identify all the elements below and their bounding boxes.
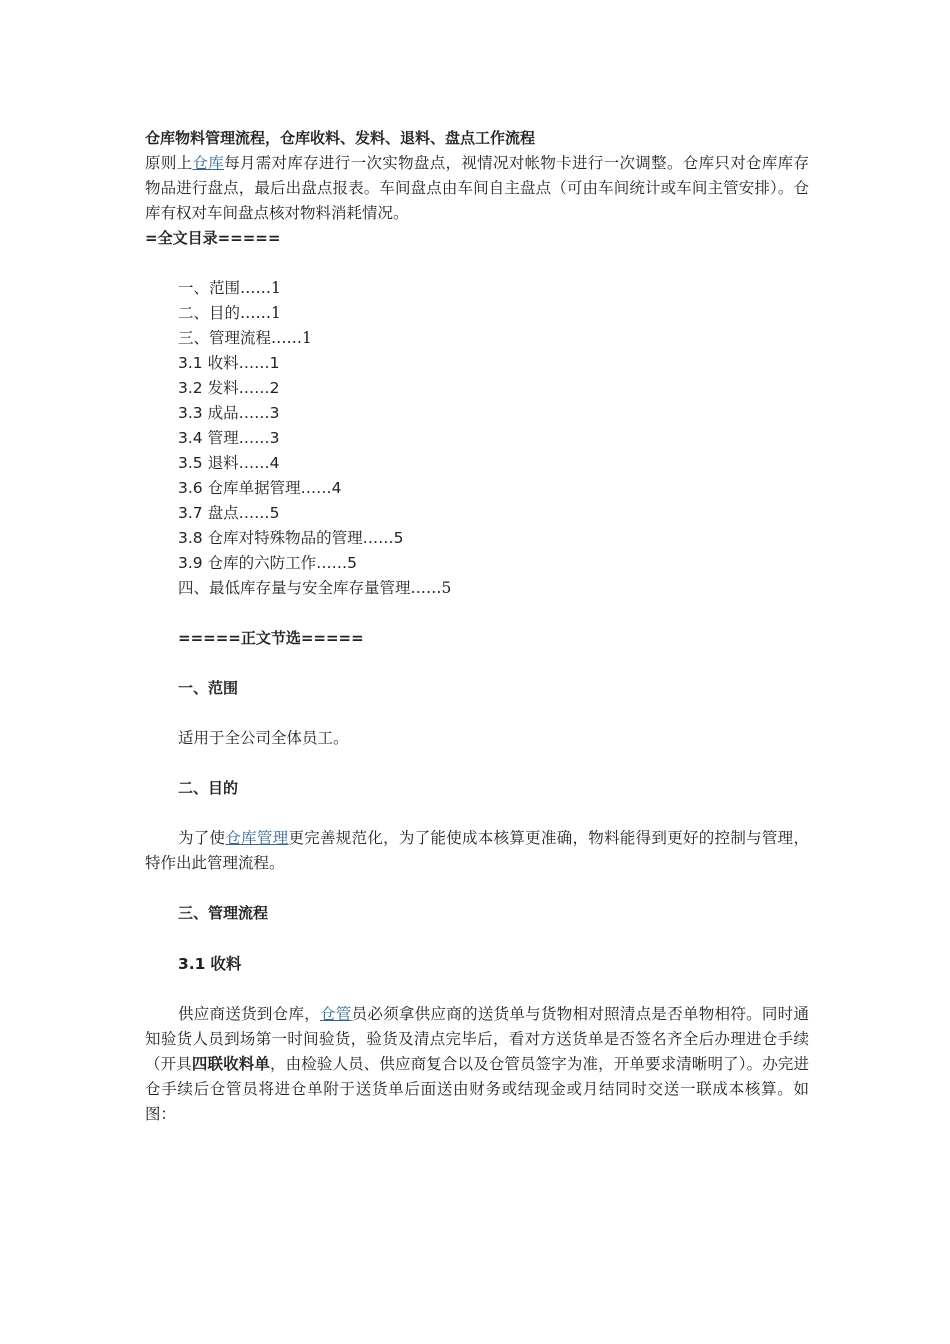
intro-post: 每月需对库存进行一次实物盘点，视情况对帐物卡进行一次调整。仓库只对仓库库存物品进行盘点，最后出盘点报表。车间盘点由车间自主盘点（可由车间统计或车间主管安排）。仓库有权对车间盘点核对物料消耗情况。 (145, 154, 809, 222)
toc-item: 3.8 仓库对特殊物品的管理……5 (178, 529, 404, 547)
receiving-post: ，由检验人员、供应商复合以及仓管员签字为准，开单要求清晰明了）。办完进仓手续后仓管员将进仓单附于送货单后面送由财务或结现金或月结同时交送一联成本核算。如图： (145, 1055, 809, 1123)
section-purpose-text (145, 826, 809, 876)
section-purpose-heading: 二、目的 (178, 779, 239, 797)
section-process-heading: 三、管理流程 (178, 904, 269, 922)
section-scope-text: 适用于全公司全体员工。 (178, 729, 349, 747)
receiving-pre: 供应商送货到仓库， (178, 1005, 321, 1023)
toc-heading: =全文目录===== (145, 229, 281, 247)
purpose-post: 更完善规范化，为了能使成本核算更准确，物料能得到更好的控制与管理，特作出此管理流程。 (145, 829, 809, 872)
toc-item: 3.7 盘点……5 (178, 504, 280, 522)
toc-item: 四、最低库存量与安全库存量管理……5 (178, 579, 452, 597)
toc-item: 3.9 仓库的六防工作……5 (178, 554, 357, 572)
purpose-pre: 为了使 (178, 829, 226, 847)
intro-paragraph (145, 151, 809, 226)
warehouse-link[interactable]: 仓库 (192, 154, 225, 172)
receiving-paragraph (145, 1002, 809, 1127)
subsection-label: 收料 (210, 954, 242, 973)
document-title: 仓库物料管理流程，仓库收料、发料、退料、盘点工作流程 (145, 129, 536, 147)
toc-item: 3.4 管理……3 (178, 429, 280, 447)
section-scope-heading: 一、范围 (178, 679, 239, 697)
four-copy-receipt-bold: 四联收料单 (191, 1055, 270, 1073)
toc-item: 二、目的……1 (178, 304, 281, 322)
document-page (145, 126, 809, 1127)
toc-item: 三、管理流程……1 (178, 329, 312, 347)
intro-pre: 原则上 (145, 154, 193, 172)
body-heading: =====正文节选===== (178, 629, 364, 647)
warehouse-keeper-link[interactable]: 仓管 (320, 1005, 352, 1023)
toc-item: 3.6 仓库单据管理……4 (178, 479, 342, 497)
toc-item: 3.1 收料……1 (178, 354, 280, 372)
toc-item: 3.3 成品……3 (178, 404, 280, 422)
subsection-number: 3.1 (178, 955, 206, 973)
warehouse-management-link[interactable]: 仓库管理 (225, 829, 289, 847)
receiving-mid: 员必须拿供应商的送货单与货物相对照清点是否单物相符。同时通知验货人员到场第一时间验货，验货及清点完毕后，看对方送货单是否签名齐全后办理进仓手续（开具 (145, 1005, 809, 1073)
toc-item: 一、范围……1 (178, 279, 281, 297)
toc-item: 3.2 发料……2 (178, 379, 280, 397)
subsection-receiving-heading (178, 951, 809, 977)
table-of-contents (178, 276, 809, 601)
toc-item: 3.5 退料……4 (178, 454, 280, 472)
